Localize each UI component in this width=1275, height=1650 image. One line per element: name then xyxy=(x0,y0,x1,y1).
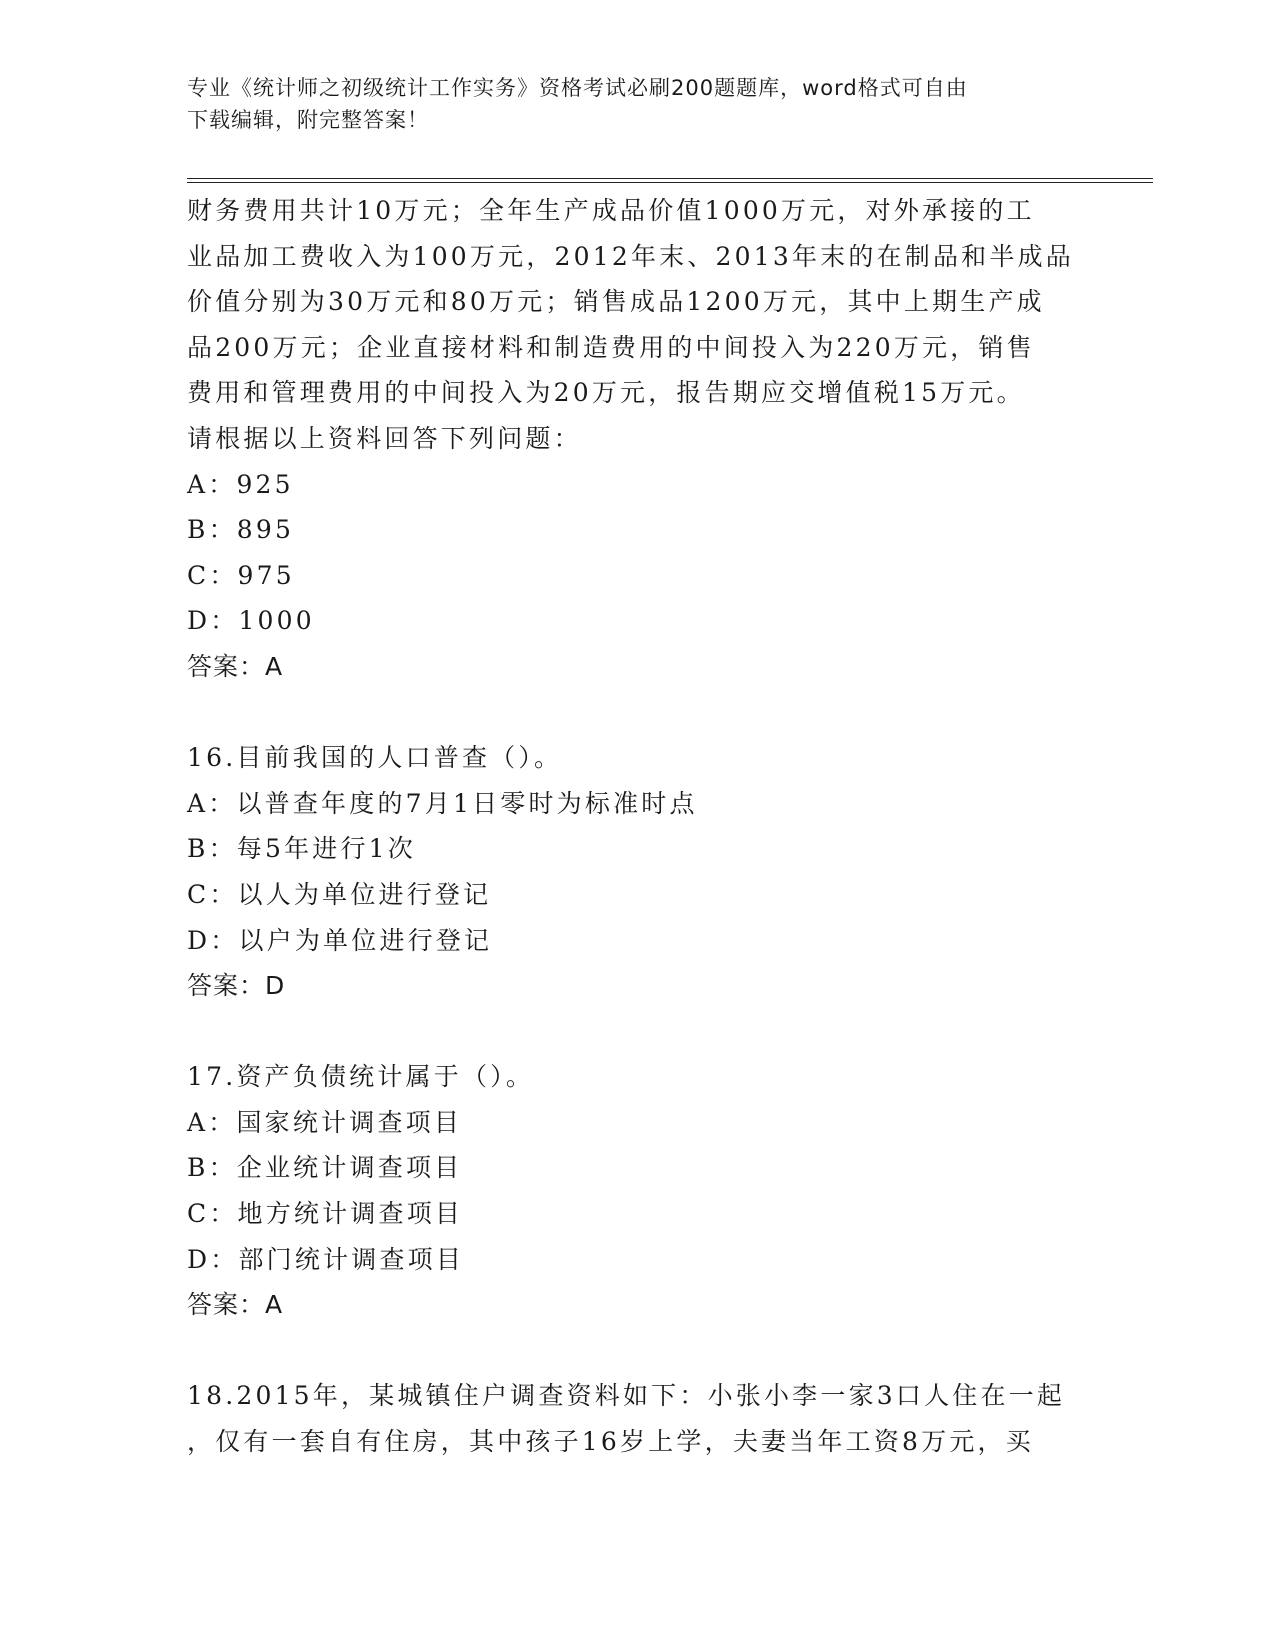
question-text-line: 业品加工费收入为100万元，2012年末、2013年末的在制品和半成品 xyxy=(187,241,1074,271)
option-b: B：每5年进行1次 xyxy=(187,834,416,864)
option-a: A：925 xyxy=(187,469,294,499)
option-d: D：1000 xyxy=(187,606,315,636)
question-text-line: 请根据以上资料回答下列问题： xyxy=(187,423,582,453)
question-text-line: 费用和管理费用的中间投入为20万元，报告期应交增值税15万元。 xyxy=(187,378,1025,408)
question-text-line: 品200万元；企业直接材料和制造费用的中间投入为220万元，销售 xyxy=(187,332,1035,362)
question-text-line: 18.2015年，某城镇住户调查资料如下：小张小李一家3口人住在一起 xyxy=(187,1381,1066,1411)
question-15-block xyxy=(187,188,1087,690)
question-18-block xyxy=(187,1373,1087,1464)
spacer xyxy=(187,690,1087,736)
question-text-line: ，仅有一套自有住房，其中孩子16岁上学，夫妻当年工资8万元，买 xyxy=(187,1427,1034,1457)
question-16-block xyxy=(187,735,1087,1009)
question-text-line: 价值分别为30万元和80万元；销售成品1200万元，其中上期生产成 xyxy=(187,287,1045,317)
option-b: B：企业统计调查项目 xyxy=(187,1153,463,1183)
header-divider-top xyxy=(187,178,1153,179)
answer-label: 答案：A xyxy=(187,651,284,681)
question-text-line: 财务费用共计10万元；全年生产成品价值1000万元，对外承接的工 xyxy=(187,196,1035,225)
option-a: A：以普查年度的7月1日零时为标准时点 xyxy=(187,788,698,818)
question-text: 16.目前我国的人口普查（）。 xyxy=(187,743,563,773)
document-body xyxy=(187,188,1087,1465)
question-17-block xyxy=(187,1054,1087,1328)
option-d: D：以户为单位进行登记 xyxy=(187,925,493,955)
option-b: B：895 xyxy=(187,515,295,545)
header-divider-bottom xyxy=(187,182,1153,183)
option-c: C：975 xyxy=(187,560,295,590)
question-text: 17.资产负债统计属于（）。 xyxy=(187,1062,535,1092)
option-c: C：以人为单位进行登记 xyxy=(187,879,492,909)
header-title-line-1: 专业《统计师之初级统计工作实务》资格考试必刷200题题库，word格式可自由 xyxy=(187,76,968,100)
document-header xyxy=(187,72,1087,136)
option-a: A：国家统计调查项目 xyxy=(187,1107,463,1137)
answer-label: 答案：A xyxy=(187,1290,284,1320)
spacer xyxy=(187,1328,1087,1374)
option-c: C：地方统计调查项目 xyxy=(187,1199,464,1229)
option-d: D：部门统计调查项目 xyxy=(187,1244,465,1274)
spacer xyxy=(187,1009,1087,1055)
answer-label: 答案：D xyxy=(187,971,286,1001)
header-title-line-2: 下载编辑，附完整答案！ xyxy=(187,108,429,132)
